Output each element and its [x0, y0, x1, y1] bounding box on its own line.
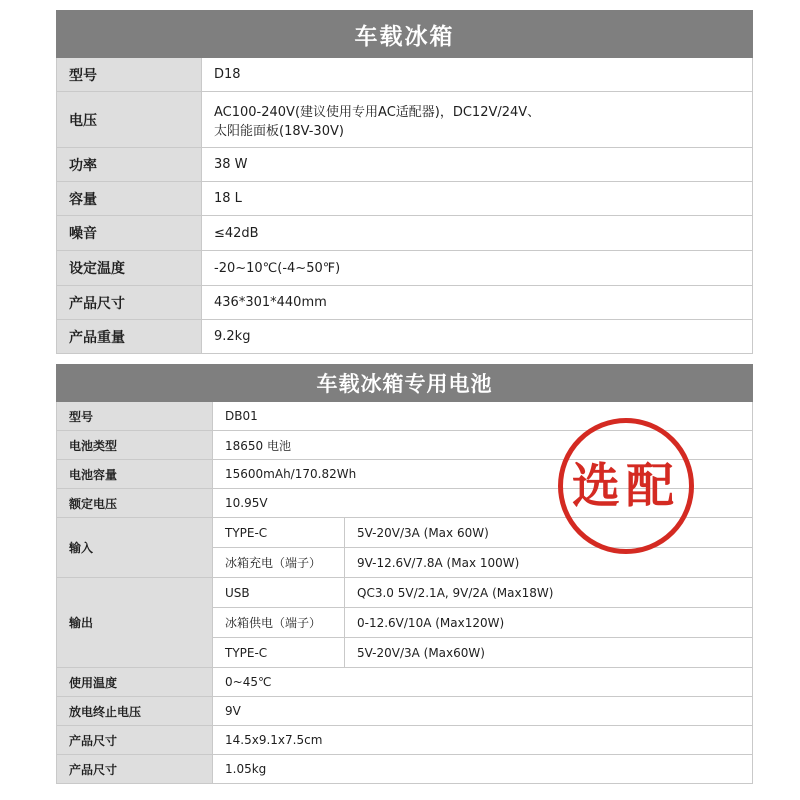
spec-value: ≤42dB: [202, 216, 753, 251]
fridge-title: 车载冰箱: [57, 11, 753, 58]
spec-label: 使用温度: [57, 668, 213, 697]
spec-value: [202, 92, 753, 148]
spec-value: 18 L: [202, 182, 753, 216]
spec-value: 38 W: [202, 148, 753, 182]
spec-row-voltage: [57, 92, 753, 148]
port-name: USB: [213, 578, 345, 608]
battery-header: [57, 365, 753, 402]
port-name: TYPE-C: [213, 638, 345, 668]
port-value: QC3.0 5V/2.1A, 9V/2A (Max18W): [345, 578, 753, 608]
spec-label: 输入: [57, 518, 213, 578]
spec-row-weight: [57, 320, 753, 354]
fridge-spec-table: [56, 10, 753, 354]
spec-row-noise: [57, 216, 753, 251]
spec-label: 产品尺寸: [57, 726, 213, 755]
spec-value: 10.95V: [213, 489, 753, 518]
spec-label: 噪音: [57, 216, 202, 251]
spec-label: 容量: [57, 182, 202, 216]
spec-value-line: 太阳能面板(18V-30V): [214, 123, 344, 139]
battery-row-weight: [57, 755, 753, 784]
spec-label: 输出: [57, 578, 213, 668]
spec-value: D18: [202, 58, 753, 92]
spec-label: 电池容量: [57, 460, 213, 489]
spec-value: DB01: [213, 402, 753, 431]
spec-value: 436*301*440mm: [202, 286, 753, 320]
optional-stamp: [558, 418, 694, 554]
port-value: 5V-20V/3A (Max60W): [345, 638, 753, 668]
optional-stamp-text: 选配: [571, 458, 680, 514]
port-name: TYPE-C: [213, 518, 345, 548]
port-name: 冰箱充电（端子）: [213, 548, 345, 578]
spec-row-size: [57, 286, 753, 320]
spec-label: 型号: [57, 402, 213, 431]
battery-row-size: [57, 726, 753, 755]
spec-label: 产品重量: [57, 320, 202, 354]
spec-label: 产品尺寸: [57, 755, 213, 784]
spec-row-model: [57, 58, 753, 92]
spec-label: 电池类型: [57, 431, 213, 460]
spec-value: 14.5x9.1x7.5cm: [213, 726, 753, 755]
spec-row-temperature: [57, 251, 753, 286]
spec-value: 0~45℃: [213, 668, 753, 697]
battery-row-operating-temp: [57, 668, 753, 697]
spec-value: 1.05kg: [213, 755, 753, 784]
spec-label: 设定温度: [57, 251, 202, 286]
port-value: 0-12.6V/10A (Max120W): [345, 608, 753, 638]
spec-value: -20~10℃(-4~50℉): [202, 251, 753, 286]
fridge-header: [57, 11, 753, 58]
spec-label: 功率: [57, 148, 202, 182]
port-name: 冰箱供电（端子）: [213, 608, 345, 638]
battery-title: 车载冰箱专用电池: [57, 365, 753, 402]
spec-label: 产品尺寸: [57, 286, 202, 320]
spec-label: 型号: [57, 58, 202, 92]
spec-row-power: [57, 148, 753, 182]
port-value: 9V-12.6V/7.8A (Max 100W): [345, 548, 753, 578]
spec-value: 18650 电池: [213, 431, 753, 460]
spec-value: 15600mAh/170.82Wh: [213, 460, 753, 489]
port-value: 5V-20V/3A (Max 60W): [345, 518, 753, 548]
spec-label: 电压: [57, 92, 202, 148]
spec-value: 9V: [213, 697, 753, 726]
spec-value: 9.2kg: [202, 320, 753, 354]
spec-label: 放电终止电压: [57, 697, 213, 726]
battery-row-output-usb: [57, 578, 753, 608]
spec-label: 额定电压: [57, 489, 213, 518]
spec-value-line: AC100-240V(建议使用专用AC适配器)，DC12V/24V、: [214, 104, 541, 120]
spec-row-capacity: [57, 182, 753, 216]
battery-row-cutoff-voltage: [57, 697, 753, 726]
